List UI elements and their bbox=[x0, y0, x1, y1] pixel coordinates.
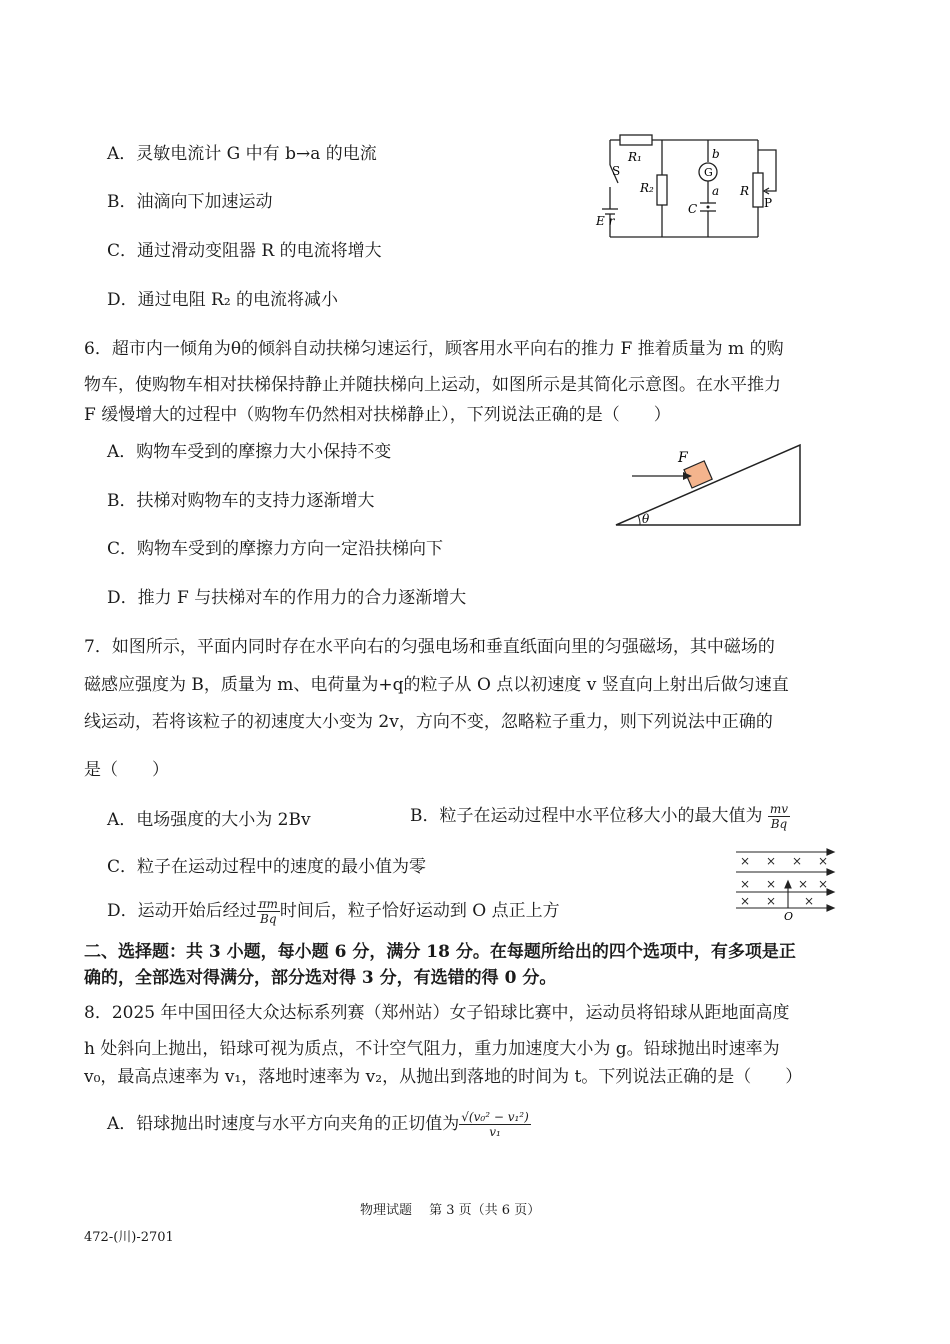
svg-text:×: × bbox=[740, 877, 751, 891]
field-diagram bbox=[736, 848, 838, 924]
label-b: b bbox=[712, 147, 720, 161]
q6-option-c: C．购物车受到的摩擦力方向一定沿扶梯向下 bbox=[107, 539, 444, 559]
exam-code: 472-(川)-2701 bbox=[84, 1230, 174, 1245]
q7-stem-line1: 7．如图所示，平面内同时存在水平向右的匀强电场和垂直纸面向里的匀强磁场，其中磁场的 bbox=[84, 637, 775, 657]
label-theta: θ bbox=[642, 512, 650, 526]
label-r2: R₂ bbox=[640, 181, 654, 195]
circuit-diagram bbox=[590, 125, 790, 245]
label-r1: R₁ bbox=[628, 150, 642, 164]
q6-option-a: A．购物车受到的摩擦力大小保持不变 bbox=[107, 442, 392, 462]
incline-diagram bbox=[610, 440, 810, 532]
q7-option-c: C．粒子在运动过程中的速度的最小值为零 bbox=[107, 857, 427, 877]
q7-stem-line3: 线运动，若将该粒子的初速度大小变为 2v，方向不变，忽略粒子重力，则下列说法中正确的 bbox=[84, 712, 773, 732]
q5-option-b: B．油滴向下加速运动 bbox=[107, 192, 273, 212]
label-er: E r bbox=[596, 214, 615, 228]
label-s: S bbox=[612, 164, 621, 178]
q7-stem-line4: 是（ ） bbox=[84, 760, 169, 780]
q6-option-d: D．推力 F 与扶梯对车的作用力的合力逐渐增大 bbox=[107, 588, 467, 608]
q6-stem-line3: F 缓慢增大的过程中（购物车仍然相对扶梯静止），下列说法正确的是（ ） bbox=[84, 405, 671, 425]
svg-text:×: × bbox=[792, 854, 803, 868]
q6-stem-line1: 6．超市内一倾角为θ的倾斜自动扶梯匀速运行，顾客用水平向右的推力 F 推着质量为 m 的购 bbox=[84, 339, 784, 359]
svg-text:×: × bbox=[818, 854, 829, 868]
q6-stem-line2: 物车，使购物车相对扶梯保持静止并随扶梯向上运动，如图所示是其简化示意图。在水平推力 bbox=[84, 375, 781, 395]
svg-text:×: × bbox=[766, 854, 777, 868]
q5-option-c: C．通过滑动变阻器 R 的电流将增大 bbox=[107, 241, 382, 261]
q7-option-d: D．运动开始后经过 $\frac{\pi m}{Bq}$ 时间后，粒子恰好运动到 O 点正上方 bbox=[107, 897, 560, 926]
q8-stem-line2: h 处斜向上抛出，铅球可视为质点，不计空气阻力，重力加速度大小为 g。铅球抛出时速率为 bbox=[84, 1039, 780, 1059]
q8-stem-line1: 8．2025 年中国田径大众达标系列赛（郑州站）女子铅球比赛中，运动员将铅球从距地面高度 bbox=[84, 1003, 790, 1023]
q6-option-b: B．扶梯对购物车的支持力逐渐增大 bbox=[107, 491, 375, 511]
label-a: a bbox=[712, 184, 720, 198]
label-o: O bbox=[784, 910, 794, 923]
svg-text:×: × bbox=[740, 894, 751, 908]
q5-option-a: A．灵敏电流计 G 中有 b→a 的电流 bbox=[107, 144, 377, 164]
label-f: F bbox=[678, 450, 688, 466]
q7-option-a: A．电场强度的大小为 2Bv bbox=[107, 810, 311, 830]
q8-option-a: A．铅球抛出时速度与水平方向夹角的正切值为 $\frac{\text{√(v₀² − v₁²)}}{\text{v₁}}$ bbox=[107, 1110, 529, 1139]
svg-text:×: × bbox=[798, 877, 809, 891]
q7-option-b: B．粒子在运动过程中水平位移大小的最大值为 $\frac{mv}{Bq}$ bbox=[410, 802, 789, 831]
svg-text:×: × bbox=[740, 854, 751, 868]
section2-line2: 确的，全部选对得满分，部分选对得 3 分，有选错的得 0 分。 bbox=[84, 968, 557, 988]
svg-text:×: × bbox=[766, 894, 777, 908]
label-p: P bbox=[764, 196, 773, 210]
label-g: G bbox=[704, 166, 713, 179]
label-r: R bbox=[740, 184, 750, 198]
section2-line1: 二、选择题：共 3 小题，每小题 6 分，满分 18 分。在每题所给出的四个选项中，有多项是正 bbox=[84, 942, 796, 962]
svg-text:×: × bbox=[804, 894, 815, 908]
svg-text:×: × bbox=[766, 877, 777, 891]
q8-stem-line3: v₀，最高点速率为 v₁，落地时速率为 v₂，从抛出到落地的时间为 t。下列说法正确的是（ ） bbox=[84, 1067, 803, 1087]
svg-text:×: × bbox=[818, 877, 829, 891]
page-footer: 物理试题 第 3 页（共 6 页） bbox=[360, 1203, 541, 1218]
q5-option-d: D．通过电阻 R₂ 的电流将减小 bbox=[107, 290, 339, 310]
q7-stem-line2: 磁感应强度为 B，质量为 m、电荷量为+q的粒子从 O 点以初速度 v 竖直向上射出后做匀速直 bbox=[84, 675, 789, 695]
label-c: C bbox=[688, 202, 698, 216]
